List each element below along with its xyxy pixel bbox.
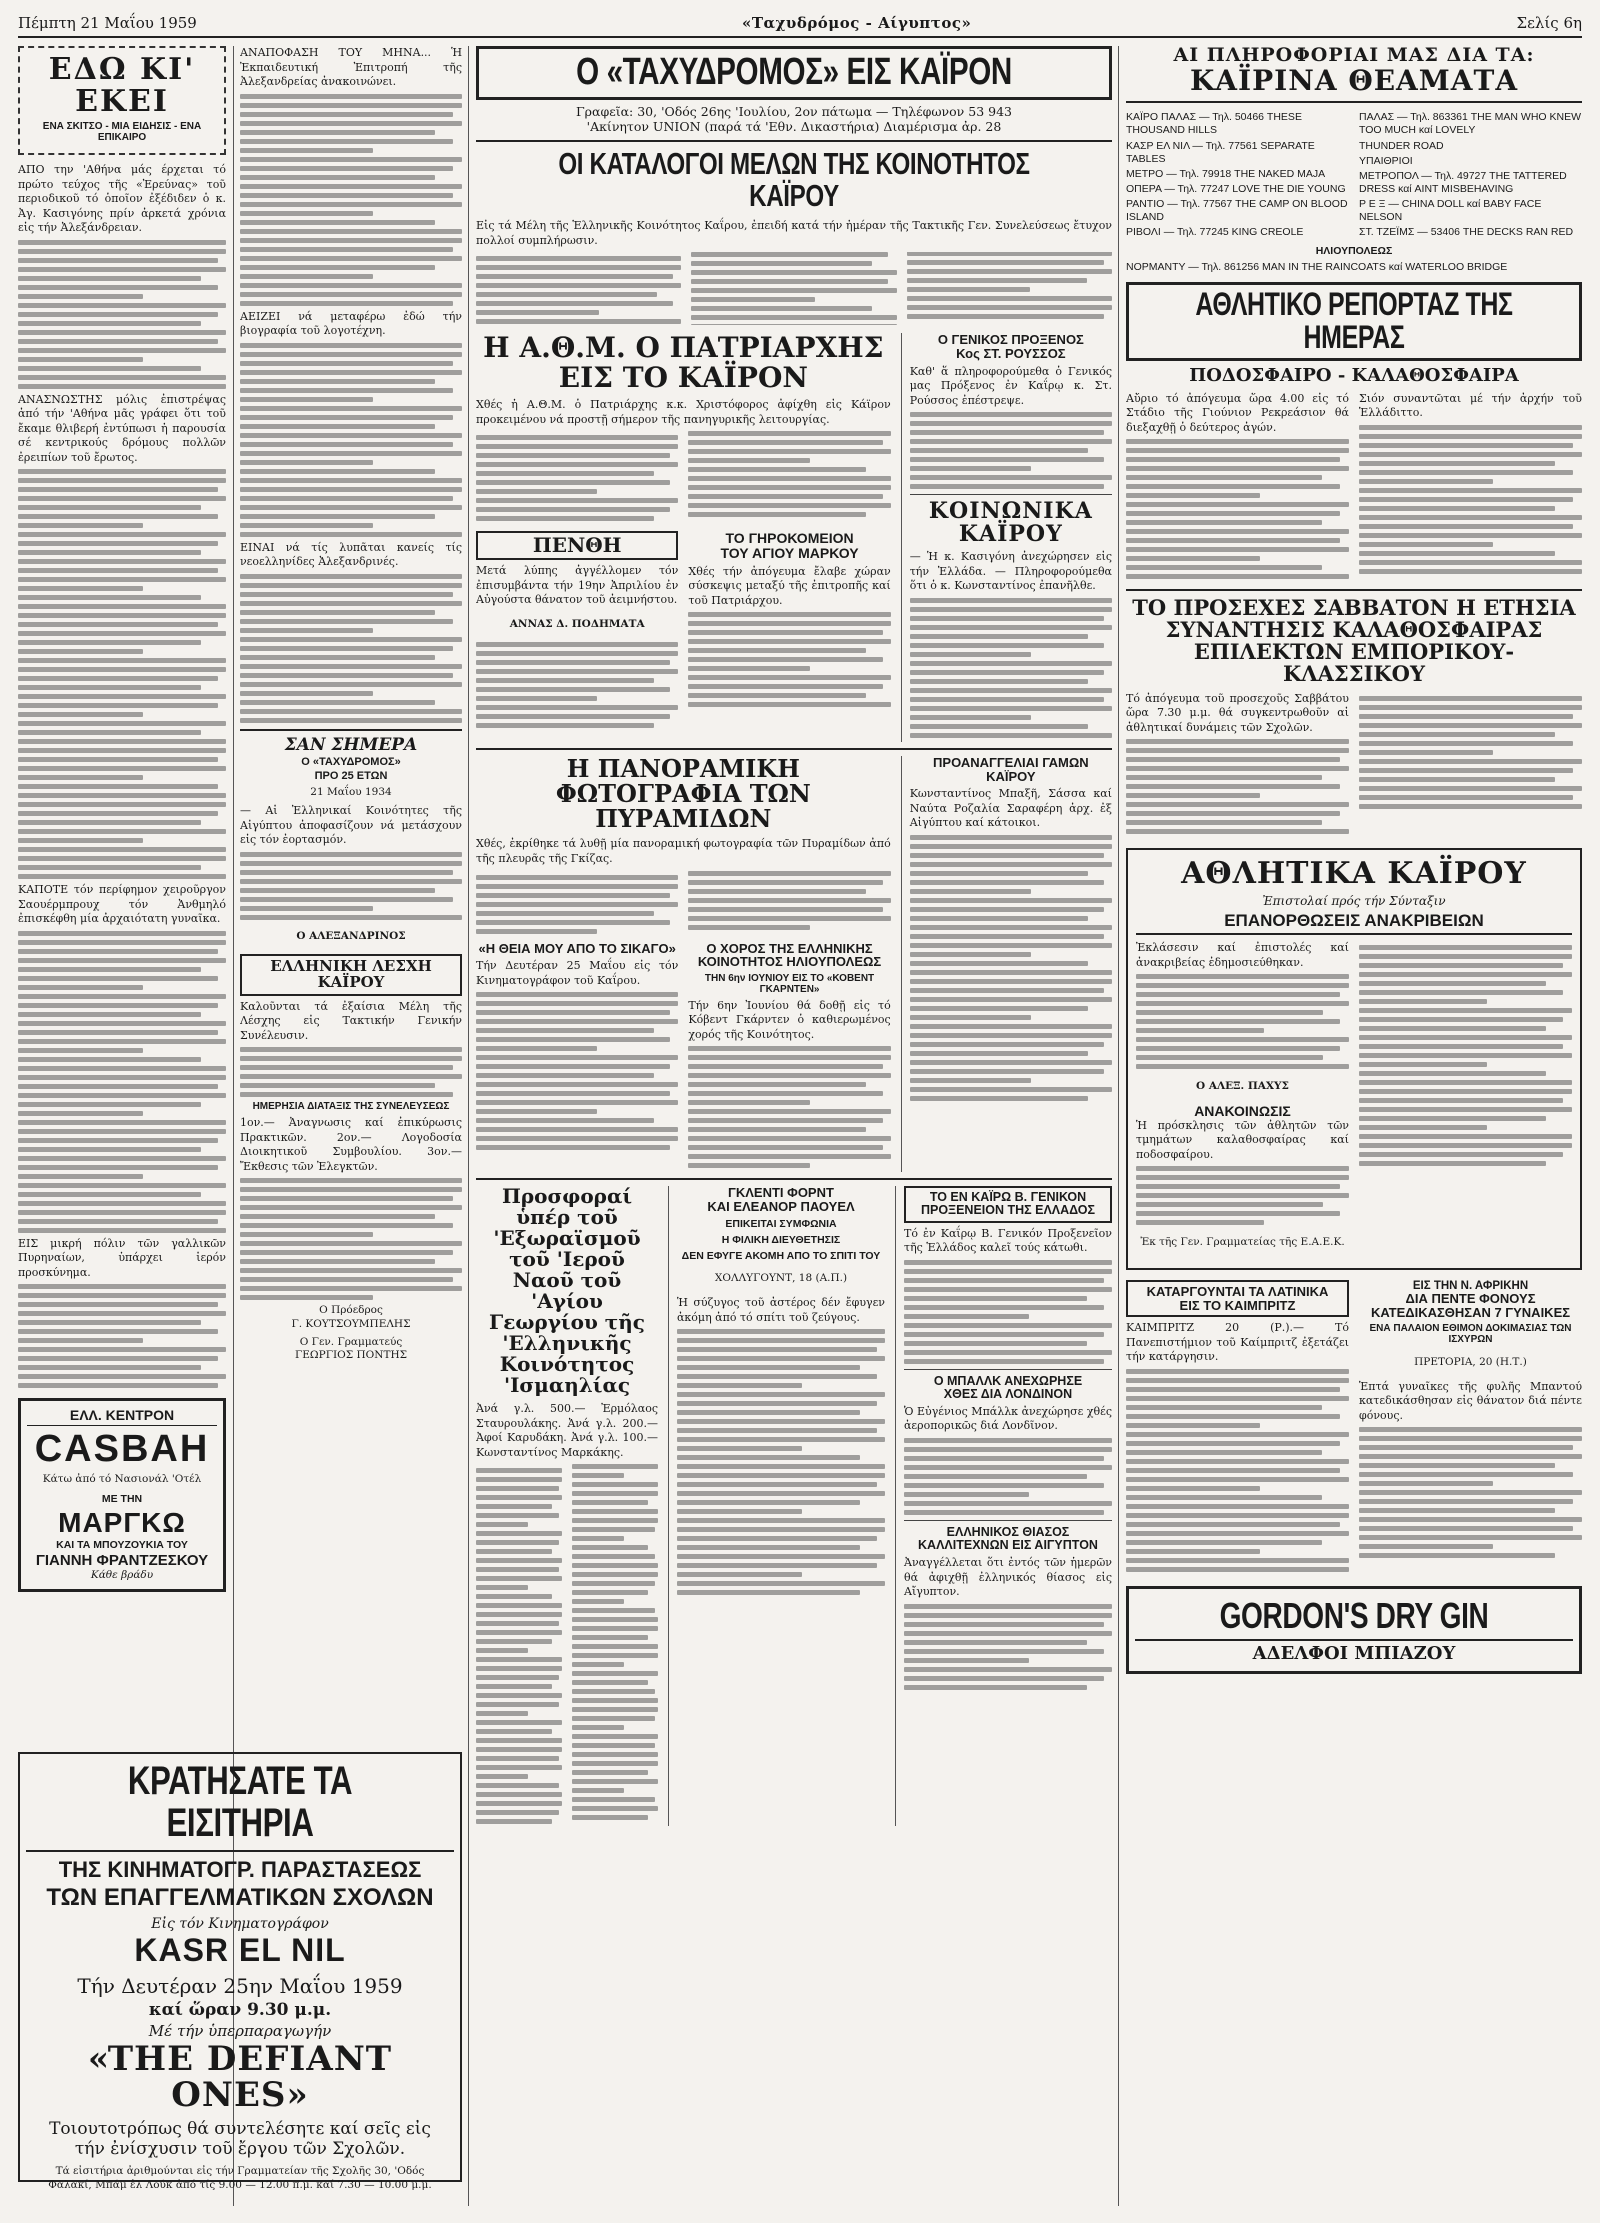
right-section [1126,46,1582,2206]
edo-paragraph-1: ΑΠΟ την 'Αθήνα μάς έρχεται τό πρώτο τεύχος τῆς «Ἐρεύνας» τοῦ περιοδικοῦ τό ὁποῖον ἐξέδιδεν ὁ κ. Ἀγ. Κασιγόνης πρίν ἀρκετά χρόνια εἰς τήν Ἀλεξάνδρειαν. [18,163,226,235]
cinema-listing-right-2: ΥΠΑΙΘΡΙΟΙ [1359,154,1413,167]
text-placeholder [910,835,1112,1101]
bottom-right-row [1126,1280,1582,1576]
office-address-2: 'Ακίνητον UNION (παρά τά 'Εθν. Δικαστήρια) Διαμέρισμα ἀρ. 28 [586,118,1002,134]
text-placeholder [688,1046,890,1168]
gir-body: Χθές τήν ἀπόγευμα ἔλαβε χώραν σύσκεψις μεταξύ τῆς ἐπιτροπῆς καί τοῦ Πατριάρχου. [688,564,891,607]
divider [904,1369,1112,1370]
thiasos-title-1: ΕΛΛΗΝΙΚΟΣ ΘΙΑΣΟΣ [946,1524,1070,1539]
koinonika-title: ΚΟΙΝΩΝΙΚΑ ΚΑΪΡΟΥ [928,498,1093,548]
latin-body: ΚΑΙΜΠΡΙΤΖ 20 (Ρ.).— Τό Πανεπιστήμιον τοῦ Καίμπριτζ ἐξετάζει τήν κατάργησιν. [1126,1321,1349,1364]
glenn-ford-place: ΧΟΛΛΥΓΟΥΝΤ, 18 (Α.Π.) [714,1272,848,1285]
gordons-ad [1126,1586,1582,1675]
headline-katalogoi: ΟΙ ΚΑΤΑΛΟΓΟΙ ΜΕΛΩΝ ΤΗΣ ΚΟΙΝΟΤΗΤΟΣ ΚΑΪΡΟΥ [558,145,1030,214]
cinema-listing-left-4: ΡΑΝΤΙΟ — Τηλ. 77567 THE CAMP ON BLOOD ISLAND [1126,198,1348,224]
koinonika-body: — Ἡ κ. Κασιγόνη ἀνεχώρησεν εἰς τήν Ἑλλάδα. — Πληροφορούμεθα ὅτι ὁ κ. Κωνσταντίνος ἐπανῆλθε. [909,550,1112,593]
text-placeholder [1136,974,1349,1069]
athletika-kairou-box [1126,848,1582,1270]
divider [476,1178,1112,1180]
san-simera-subtitle: Ο «ΤΑΧΥΔΡΟΜΟΣ» [301,756,401,769]
gordons-name: GORDON'S DRY GIN [1219,1594,1489,1636]
text-placeholder [1359,1427,1582,1558]
anakoinosis-signature: Ἐκ τῆς Γεν. Γραμματείας τῆς Ε.Α.Ε.Κ. [1140,1235,1345,1248]
proxeneio-header [904,1186,1112,1222]
divider [1126,589,1582,591]
latin-header [1126,1280,1349,1317]
text-placeholder [1359,696,1582,809]
col2-paragraph-2: ΕΙΝΑΙ νά τίς λυπᾶται κανείς τίς νεοελληνίδες Ἀλεξανδρινές. [240,540,462,569]
casbah-location: Κάτω ἀπό τό Νασιονάλ 'Οτέλ [42,1473,202,1486]
cinema-ad-line-1: ΤΗΣ ΚΙΝΗΜΑΤΟΓΡ. ΠΑΡΑΣΤΑΣΕΩΣ [58,1857,422,1882]
gen-proxenos-title-1: Ο ΓΕΝΙΚΟΣ ΠΡΟΞΕΝΟΣ [937,332,1084,348]
athletika-kairou-body: Ἐκλάσεσιν καί ἐπιστολές καί ἀνακριβείας ἐδημοσιεύθηκαν. [1136,941,1349,969]
cinema-list-right [1359,109,1582,241]
office-address-1: Γραφεῖα: 30, 'Οδός 26ης 'Ιουλίου, 2ον πάτωμα — Τηλέφωνον 53 943 [576,103,1012,119]
text-placeholder [910,598,1112,738]
text-placeholder [904,1438,1112,1515]
text-placeholder [476,642,678,728]
text-placeholder [18,240,226,389]
athletic-report-subtitle: ΠΟΔΟΣΦΑΙΡΟ - ΚΑΛΑΘΟΣΦΑΙΡΑ [1189,364,1519,386]
xoros-subtitle: ΤΗΝ 6ην ΙΟΥΝΙΟΥ ΕΙΣ ΤΟ «ΚΟΒΕΝΤ ΓΚΑΡΝΤΕΝ» [704,972,875,995]
center-section [476,46,1112,2206]
africa-place: ΠΡΕΤΟΡΙΑ, 20 (Η.Τ.) [1414,1355,1527,1368]
cinemas-helio-title: ΗΛΙΟΥΠΟΛΕΩΣ [1315,245,1393,258]
latin-title-2: ΕΙΣ ΤΟ ΚΑΙΜΠΡΙΤΖ [1179,1297,1296,1313]
athletic-report-box [1126,282,1582,361]
headline-patriarch: Η Α.Θ.Μ. Ο ΠΑΤΡΙΑΡΧΗΣ ΕΙΣ ΤΟ ΚΑΪΡΟΝ [483,331,884,394]
edo-paragraph-3: ΚΑΠΟΤΕ τόν περίφημον χειροῦργον Σαουέρμπρουχ τόν Ἀνθμηλό ἐπισκέφθη μία ἀρχαιότατη γυναῖκα. [18,883,226,926]
col2-lead: ΑΝΑΠΟΦΑΣΗ ΤΟΥ ΜΗΝΑ... Ἡ Ἐκπαιδευτική Ἐπιτροπή τῆς Ἀλεξανδρείας ἀνακοινώνει. [240,46,462,89]
edo-subtitle: ΕΝΑ ΣΚΙΤΣΟ - ΜΙΑ ΕΙΔΗΣΙΣ - ΕΝΑ ΕΠΙΚΑΙΡΟ [42,121,202,143]
text-placeholder [904,1604,1112,1690]
lesxi-title: ΕΛΛΗΝΙΚΗ ΛΕΣΧΗ ΚΑΪΡΟΥ [270,957,432,992]
edo-paragraph-2: ΑΝΑΣΝΩΣΤΗΣ μόλις ἐπιστρέψας ἀπό τήν 'Αθήνα μᾶς γράφει ὅτι τοῦ ἔκαμε θλιβερή ἐντύπωσι ἡ παρουσία σέ κεντρικούς δρόμους πολλῶν ἐρειπίων τοῦ ἔρωτος. [18,392,226,464]
lesxi-sign-name-2: ΓΕΩΡΓΙΟΣ ΠΟΝΤΗΣ [294,1349,408,1362]
katalogoi-columns [476,252,1112,325]
center-banner-box [476,46,1112,100]
mpalk-body: Ὁ Εὐγένιος Μπάλλκ ἀνεχώρησε χθές ἀεροπορικῶς διά Λονδῖνον. [904,1404,1112,1433]
sabbato-title: ΤΟ ΠΡΟΣΕΧΕΣ ΣΑΒΒΑΤΟΝ Η ΕΤΗΣΙΑ ΣΥΝΑΝΤΗΣΙΣ ΚΑΛΑΘΟΣΦΑΙΡΑΣ ΕΠΙΛΕΚΤΩΝ ΕΜΠΟΡΙΚΟΥ-ΚΛΑΣΣΙΚΟΥ [1132,595,1576,687]
athletika-kairou-signature: Ο ΑΛΕΞ. ΠΑΧΥΣ [1196,1079,1289,1092]
text-placeholder [677,1329,885,1595]
casbah-musician: ΓΙΑΝΝΗ ΦΡΑΝΤΖΕΣΚΟΥ [35,1552,209,1570]
casbah-ad-top: ΕΛΛ. ΚΕΝΤΡΟΝ [27,1407,217,1426]
gen-proxenos-title-2: Κος ΣΤ. ΡΟΥΣΣΟΣ [956,346,1066,361]
text-placeholder [240,852,462,920]
gamoi-title: ΠΡΟΑΝΑΓΓΕΛΙΑΙ ΓΑΜΩΝ ΚΑΪΡΟΥ [933,754,1089,784]
gen-proxenos-body: Καθ' ἅ πληροφορούμεθα ὁ Γενικός μας Πρόξενος ἐν Καΐρῳ κ. Στ. Ρούσσος ἐπέστρεψε. [909,364,1112,407]
text-placeholder [1359,945,1572,1166]
anakoinosis-body: Ἡ πρόσκλησις τῶν ἀθλητῶν τῶν τμημάτων καλαθοσφαίρας καί ποδοσφαίρου. [1136,1118,1349,1161]
thiasos-body: Ἀναγγέλλεται ὅτι ἐντός τῶν ἡμερῶν θά ἀφιχθῇ ἐλληνικός θίασος εἰς Αἴγυπτον. [904,1556,1112,1599]
gir-title-2: ΤΟΥ ΑΓΙΟΥ ΜΑΡΚΟΥ [720,544,859,561]
text-placeholder [240,343,462,537]
mpalk-title-1: Ο ΜΠΑΛΛΚ ΑΝΕΧΩΡΗΣΕ [933,1373,1083,1388]
text-placeholder [18,1284,226,1388]
lesxi-sign-role-2: Ο Γεν. Γραμματεύς [299,1335,403,1348]
thia-title: «Η ΘΕΙΑ ΜΟΥ ΑΠΟ ΤΟ ΣΙΚΑΓΟ» [478,940,676,956]
cinema-listing-left-1: ΚΑΣΡ ΕΛ ΝΙΛ — Τηλ. 77561 SEPARATE TABLES [1126,139,1315,165]
thia-body: Τήν Δευτέραν 25 Μαΐου εἰς τόν Κινηματογράφον τοῦ Καΐρου. [476,959,679,987]
lesxi-sign-role-1: Ο Πρόεδρος [319,1304,383,1317]
africa-body: Ἑπτά γυναῖκες τῆς φυλῆς Μπαντού κατεδικάσθησαν εἰς θάνατον διά πέντε φόνους. [1359,1379,1582,1422]
athletic-report-body: Αὔριο τό ἀπόγευμα ὥρα 4.00 εἰς τό Στάδιο τῆς Γιούνιον Ρεκρεάσιον θά διεξαχθῇ ὁ δεύτερος ἀγών. [1126,391,1349,434]
text-placeholder [476,252,1112,325]
edo-paragraph-4: ΕΙΣ μικρή πόλιν τῶν γαλλικῶν Πυρηναίων, ὑπάρχει ἱερόν προσκύνημα. [18,1236,226,1279]
divider [476,748,1112,750]
divider [910,494,1112,495]
cinema-ad-line-3: Εἰς τόν Κινηματογράφον [151,1916,329,1933]
cinema-listings [1126,109,1582,241]
divider [904,1520,1112,1521]
casbah-schedule: Κάθε βράδυ [90,1569,154,1582]
gir-title-1: ΤΟ ΓΗΡΟΚΟΜΕΙΟΝ [725,530,854,547]
text-placeholder [240,1178,462,1300]
africa-title-1: ΕΙΣ ΤΗΝ Ν. ΑΦΡΙΚΗΝ [1412,1279,1529,1292]
text-placeholder [476,1464,658,1826]
text-placeholder [1126,739,1349,834]
text-placeholder [904,1260,1112,1364]
lesxi-header [240,954,462,996]
penthi-name: ΑΝΝΑΣ Δ. ΠΟΔΗΜΑΤΑ [509,618,645,631]
casbah-name: CASBAH [34,1428,210,1471]
cinema-listing-right-3: ΜΕΤΡΟΠΟΛ — Τηλ. 49727 THE TATTERED DRESS καί AINT MISBEHAVING [1359,169,1567,195]
bottom-center-row [476,1186,1112,1826]
paper-name: «Ταχυδρόμος - Αίγυπτος» [741,14,972,32]
edo-title: ΕΔΩ ΚΙ' ΕΚΕΙ [48,52,196,119]
casbah-singer: ΜΑΡΓΚΩ [58,1506,186,1538]
san-simera-signature: Ο ΑΛΕΞΑΝΔΡΙΝΟΣ [296,930,406,943]
text-placeholder [1359,425,1582,574]
text-placeholder [240,1047,462,1097]
africa-title-3: ΚΑΤΕΔΙΚΑΣΘΗΣΑΝ 7 ΓΥΝΑΙΚΕΣ [1370,1304,1571,1320]
san-simera-body: — Αἱ Ἐλληνικαί Κοινότητες τῆς Αἰγύπτου ἀποφασίζουν νά μετάσχουν εἰς τόν ἐορτασμόν. [240,804,462,847]
proxeneio-title-2: ΠΡΟΞΕΝΕΙΟΝ ΤΗΣ ΕΛΛΑΔΟΣ [920,1203,1096,1218]
gamoi-body: Κωνσταντίνος Μπαξῆ, Σάσσα καί Ναύτα Ροζαλία Σαραφέρη ἀρχ. ἐξ Αἰγύπτου καί κάτοικοι. [909,787,1112,830]
text-placeholder [18,931,226,1233]
thiasos-title-2: ΚΑΛΛΙΤΕΧΝΩΝ ΕΙΣ ΑΙΓΥΠΤΟΝ [918,1538,1098,1553]
column-rule [1118,46,1119,2206]
pyramids-body: Χθές, ἐκρίθηκε τά λυθῇ μία πανοραμική φωτογραφία τῶν Πυραμίδων ἀπό τῆς πλευρᾶς τῆς Γκίζας. [476,837,891,865]
page-number: Σελίς 6η [1516,14,1582,32]
athletic-report-body-2: Σιόν συναντῶται μέ τήν ἀρχήν τοῦ Ἑλλάδιττο. [1359,391,1582,420]
cinema-listing-right-0: ΠΑΛΑΣ — Τηλ. 863361 THE MAN WHO KNEW TOO MUCH καί LOVELY [1359,111,1582,137]
glenn-ford-title-2: ΚΑΙ ΕΛΕΑΝΟΡ ΠΑΟΥΕΛ [707,1198,855,1214]
africa-subtitle: ΕΝΑ ΠΑΛΑΙΟΝ ΕΘΙΜΟΝ ΔΟΚΙΜΑΣΙΑΣ ΤΩΝ ΙΣΧΥΡΩΝ [1369,1323,1572,1346]
san-simera-title: ΣΑΝ ΣΗΜΕΡΑ [284,734,418,755]
cinema-ad-date: Τήν Δευτέραν 25ην Μαΐου 1959 [77,1973,403,1998]
text-placeholder [1126,439,1349,579]
penthi-title: ΠΕΝΘΗ [532,533,622,558]
mpalk-title-2: ΧΘΕΣ ΔΙΑ ΛΟΝΔΙΝΟΝ [943,1386,1073,1401]
cinema-ad-film: «THE DEFIANT ONES» [87,2038,393,2115]
penthi-body: Μετά λύπης ἀγγέλλομεν τόν ἐπισυμβάντα τήν 19ην Ἀπριλίου ἐν Αὐγούστα θάνατον τοῦ ἀειμνήστου. [476,564,679,607]
cinema-list-left [1126,109,1349,241]
xoros-body: Τήν 6ην Ἰουνίου θά δοθῇ εἰς τό Κόβεντ Γκάρντεν ὁ καθιερωμένος χορός τῆς Κοινότητος. [688,998,891,1041]
cinema-ad-title: ΚΡΑΤΗΣΑΤΕ ΤΑ ΕΙΣΙΤΗΡΙΑ [127,1759,353,1845]
column-rule [468,46,469,2206]
glenn-ford-title-1: ΓΚΛΕΝΤΙ ΦΟΡΝΤ [728,1185,834,1201]
san-simera-years: ΠΡΟ 25 ΕΤΩΝ [314,770,388,783]
cinema-listing-left-2: ΜΕΤΡΟ — Τηλ. 79918 THE NAKED MAJA [1126,167,1326,180]
col2-paragraph-1: ΑΕΙΖΕΙ νά μεταφέρω ἐδώ τήν βιογραφία τοῦ λογοτέχνη. [240,309,462,338]
headline-pyramids: Η ΠΑΝΟΡΑΜΙΚΗ ΦΩΤΟΓΡΑΦΙΑ ΤΩΝ ΠΥΡΑΜΙΔΩΝ [555,753,811,834]
text-placeholder [476,871,891,936]
glenn-ford-body: Ἡ σύζυγος τοῦ ἀστέρος δέν ἔφυγεν ἀκόμη ἀπό τό σπίτι τοῦ ζεύγους. [677,1296,885,1324]
text-placeholder [910,412,1112,489]
gordons-distributor: ΑΔΕΛΦΟΙ ΜΠΙΑΖΟΥ [1135,1639,1573,1664]
patriarch-row [476,333,1112,742]
athletic-report-title: ΑΘΛΗΤΙΚΟ ΡΕΠΟΡΤΑΖ ΤΗΣ ΗΜΕΡΑΣ [1195,285,1513,356]
xoros-title: Ο ΧΟΡΟΣ ΤΗΣ ΕΛΛΗΝΙΚΗΣ ΚΟΙΝΟΤΗΤΟΣ ΗΛΙΟΥΠΟΛΕΩΣ [697,940,882,970]
lesxi-body: Καλοῦνται τά ἐξαίσια Μέλη τῆς Λέσχης εἰς Τακτικήν Γενικήν Συνέλευσιν. [240,999,462,1042]
casbah-band: ΚΑΙ ΤΑ ΜΠΟΥΖΟΥΚΙΑ ΤΟΥ [56,1538,188,1551]
sabbato-body: Τό ἀπόγευμα τοῦ προσεχοῦς Σαββάτου ὥρα 7.30 μ.μ. θά συγκεντρωθοῦν αἱ ἀθλητικαί δυνάμεις τῶν Σχολῶν. [1126,691,1349,734]
text-placeholder [1126,1369,1349,1572]
anakoinosis-title: ΑΝΑΚΟΙΝΩΣΙΣ [1194,1103,1291,1120]
cinema-ad-venue: KASR EL NIL [134,1932,346,1969]
athletika-kairou-title: ΑΘΛΗΤΙΚΑ ΚΑΪΡΟΥ [1181,856,1527,892]
africa-title-2: ΔΙΑ ΠΕΝΤΕ ΦΟΝΟΥΣ [1405,1291,1536,1307]
cinema-listing-left-5: ΡΙΒΟΛΙ — Τηλ. 77245 KING CREOLE [1126,226,1304,239]
text-placeholder [18,469,226,879]
text-placeholder [476,431,891,523]
cinema-ad-time: καί ὥραν 9.30 μ.μ. [148,1999,332,2020]
cinema-ad [18,1752,462,2191]
center-banner: Ο «ΤΑΧΥΔΡΟΜΟΣ» ΕΙΣ ΚΑΪΡΟΝ [576,51,1012,93]
lesxi-signatures [240,1304,462,1331]
lesxi-agenda-title: ΗΜΕΡΗΣΙΑ ΔΙΑΤΑΞΙΣ ΤΗΣ ΣΥΝΕΛΕΥΣΕΩΣ [252,1101,450,1113]
glenn-ford-sub-1: ΕΠΙΚΕΙΤΑΙ ΣΥΜΦΩΝΙΑ [725,1217,837,1230]
lesxi-sign-name-1: Γ. ΚΟΥΤΣΟΥΜΠΕΛΗΣ [291,1318,411,1331]
divider [240,729,462,731]
cinema-listing-left-0: ΚΑΪΡΟ ΠΑΛΑΣ — Τηλ. 50466 THESE THOUSAND HILLS [1126,111,1302,137]
pyramids-row [476,753,1112,1172]
cinema-listing-right-4: Ρ Ε Ξ — CHINA DOLL καί BABY FACE NELSON [1359,198,1542,224]
divider [26,1850,454,1852]
text-placeholder [240,94,462,306]
cinema-listing-right-1: THUNDER ROAD [1359,139,1444,152]
cinemas-helio: ΝΟΡΜΑΝΤΥ — Τηλ. 861256 MAN IN THE RAINCOATS καί WATERLOO BRIDGE [1126,260,1508,273]
athletika-kairou-subtitle-2: ΕΠΑΝΟΡΘΩΣΕΙΣ ΑΝΑΚΡΙΒΕΙΩΝ [1136,912,1572,936]
penthi-header [476,531,678,560]
divider [1126,101,1582,103]
text-placeholder [1136,1166,1349,1225]
lesxi-agenda: 1ον.— Ἀναγνωσις καί ἐπικύρωσις Πρακτικῶν. 2ον.— Λογοδοσία Διοικητικοῦ Συμβουλίου. 3ον.— Ἔκθεσις τῶν Ἐλεγκτῶν. [240,1116,462,1173]
latin-title-1: ΚΑΤΑΡΓΟΥΝΤΑΙ ΤΑ ΛΑΤΙΝΙΚΑ [1146,1283,1329,1299]
cinema-ad-line-10: Τά εἰσιτήρια ἀριθμούνται εἰς τήν Γραμματείαν τῆς Σχολῆς 30, 'Οδός Φαλακί, Μπάμ ἐλ Λούκ ἀπό τίς 9.00 — 12.00 π.μ. καί 7.30 — 10.00 μ.μ. [48,2165,432,2191]
divider [476,140,1112,142]
athletika-kairou-subtitle: Ἐπιστολαί πρός τήν Σύνταξιν [1262,893,1446,908]
text-placeholder [240,574,462,723]
katalogoi-body: Εἰς τά Μέλη τῆς Ἑλληνικῆς Κοινότητος Καΐρου, ἐπειδή κατά τήν ἡμέραν τῆς Τακτικῆς Γεν. Συνελεύσεως ἔτυχον πολλοί συμπλήρωσιν. [476,218,1112,247]
page-header [18,10,1582,38]
prosfores-body: Ἀνά γ.λ. 500.— Ἐρμόλαος Σταυρουλάκης. Ἀνά γ.λ. 200.— Ἀφοί Καρυδάκη. Ἀνά γ.λ. 100.— Κωνσταντίνος Μαρκάκης. [476,1402,658,1459]
text-placeholder [688,612,890,707]
cinema-listing-right-5: ΣΤ. ΤΖΕΪΜΣ — 53406 THE DECKS RAN RED [1359,226,1574,239]
proxeneio-body: Τό ἐν Καΐρῳ Β. Γενικόν Προξενεῖον τῆς Ἑλλάδος καλεῖ τούς κάτωθι. [904,1226,1112,1255]
prosfores-title: Προσφοραί ὑπέρ τοῦ 'Εξωραϊσμοῦ τοῦ 'Ιεροῦ Ναοῦ τοῦ 'Αγίου Γεωργίου τῆς 'Ελληνικῆς Κοινότητος 'Ισμαηλίας [489,1184,645,1398]
cinemas-title-1: ΑΙ ΠΛΗΡΟΦΟΡΙΑΙ ΜΑΣ ΔΙΑ ΤΑ: [1173,46,1535,66]
glenn-ford-sub-2: Η ΦΙΛΙΚΗ ΔΙΕΥΘΕΤΗΣΙΣ [721,1233,841,1246]
issue-date: Πέμπτη 21 Μαΐου 1959 [18,14,197,32]
cinema-ad-line-7: Μέ τήν ὑπερπαραγωγήν [148,2021,332,2040]
proxeneio-title-1: ΤΟ ΕΝ ΚΑΪΡΩ Β. ΓΕΝΙΚΟΝ [929,1190,1087,1205]
casbah-with: ΜΕ ΤΗΝ [101,1492,143,1505]
cinema-ad-line-9: Τοιουτοτρόπως θά συντελέσητε καί σεῖς εἰς τήν ἐνίσχυσιν τοῦ ἔργου τῶν Σχολῶν. [49,2119,431,2160]
san-simera-date: 21 Μαΐου 1934 [310,786,392,799]
cinema-ad-line-2: ΤΩΝ ΕΠΑΓΓΕΛΜΑΤΙΚΩΝ ΣΧΟΛΩΝ [46,1884,434,1912]
cinemas-title-2: ΚΑΪΡΙΝΑ ΘΕΑΜΑΤΑ [1189,63,1519,97]
casbah-ad [18,1398,226,1592]
edo-box [18,46,226,155]
cinema-listing-left-3: ΟΠΕΡΑ — Τηλ. 77247 LOVE THE DIE YOUNG [1126,182,1346,195]
text-placeholder [476,992,678,1150]
glenn-ford-sub-3: ΔΕΝ ΕΦΥΓΕ ΑΚΟΜΗ ΑΠΟ ΤΟ ΣΠΙΤΙ ΤΟΥ [681,1249,881,1262]
patriarch-body: Χθές ἡ Α.Θ.Μ. ὁ Πατριάρχης κ.κ. Χριστόφορος ἀφίχθη εἰς Κάϊρον προκειμένου νά προστῇ σήμερον τῆς πανηγυρικῆς λειτουργίας. [476,398,891,426]
